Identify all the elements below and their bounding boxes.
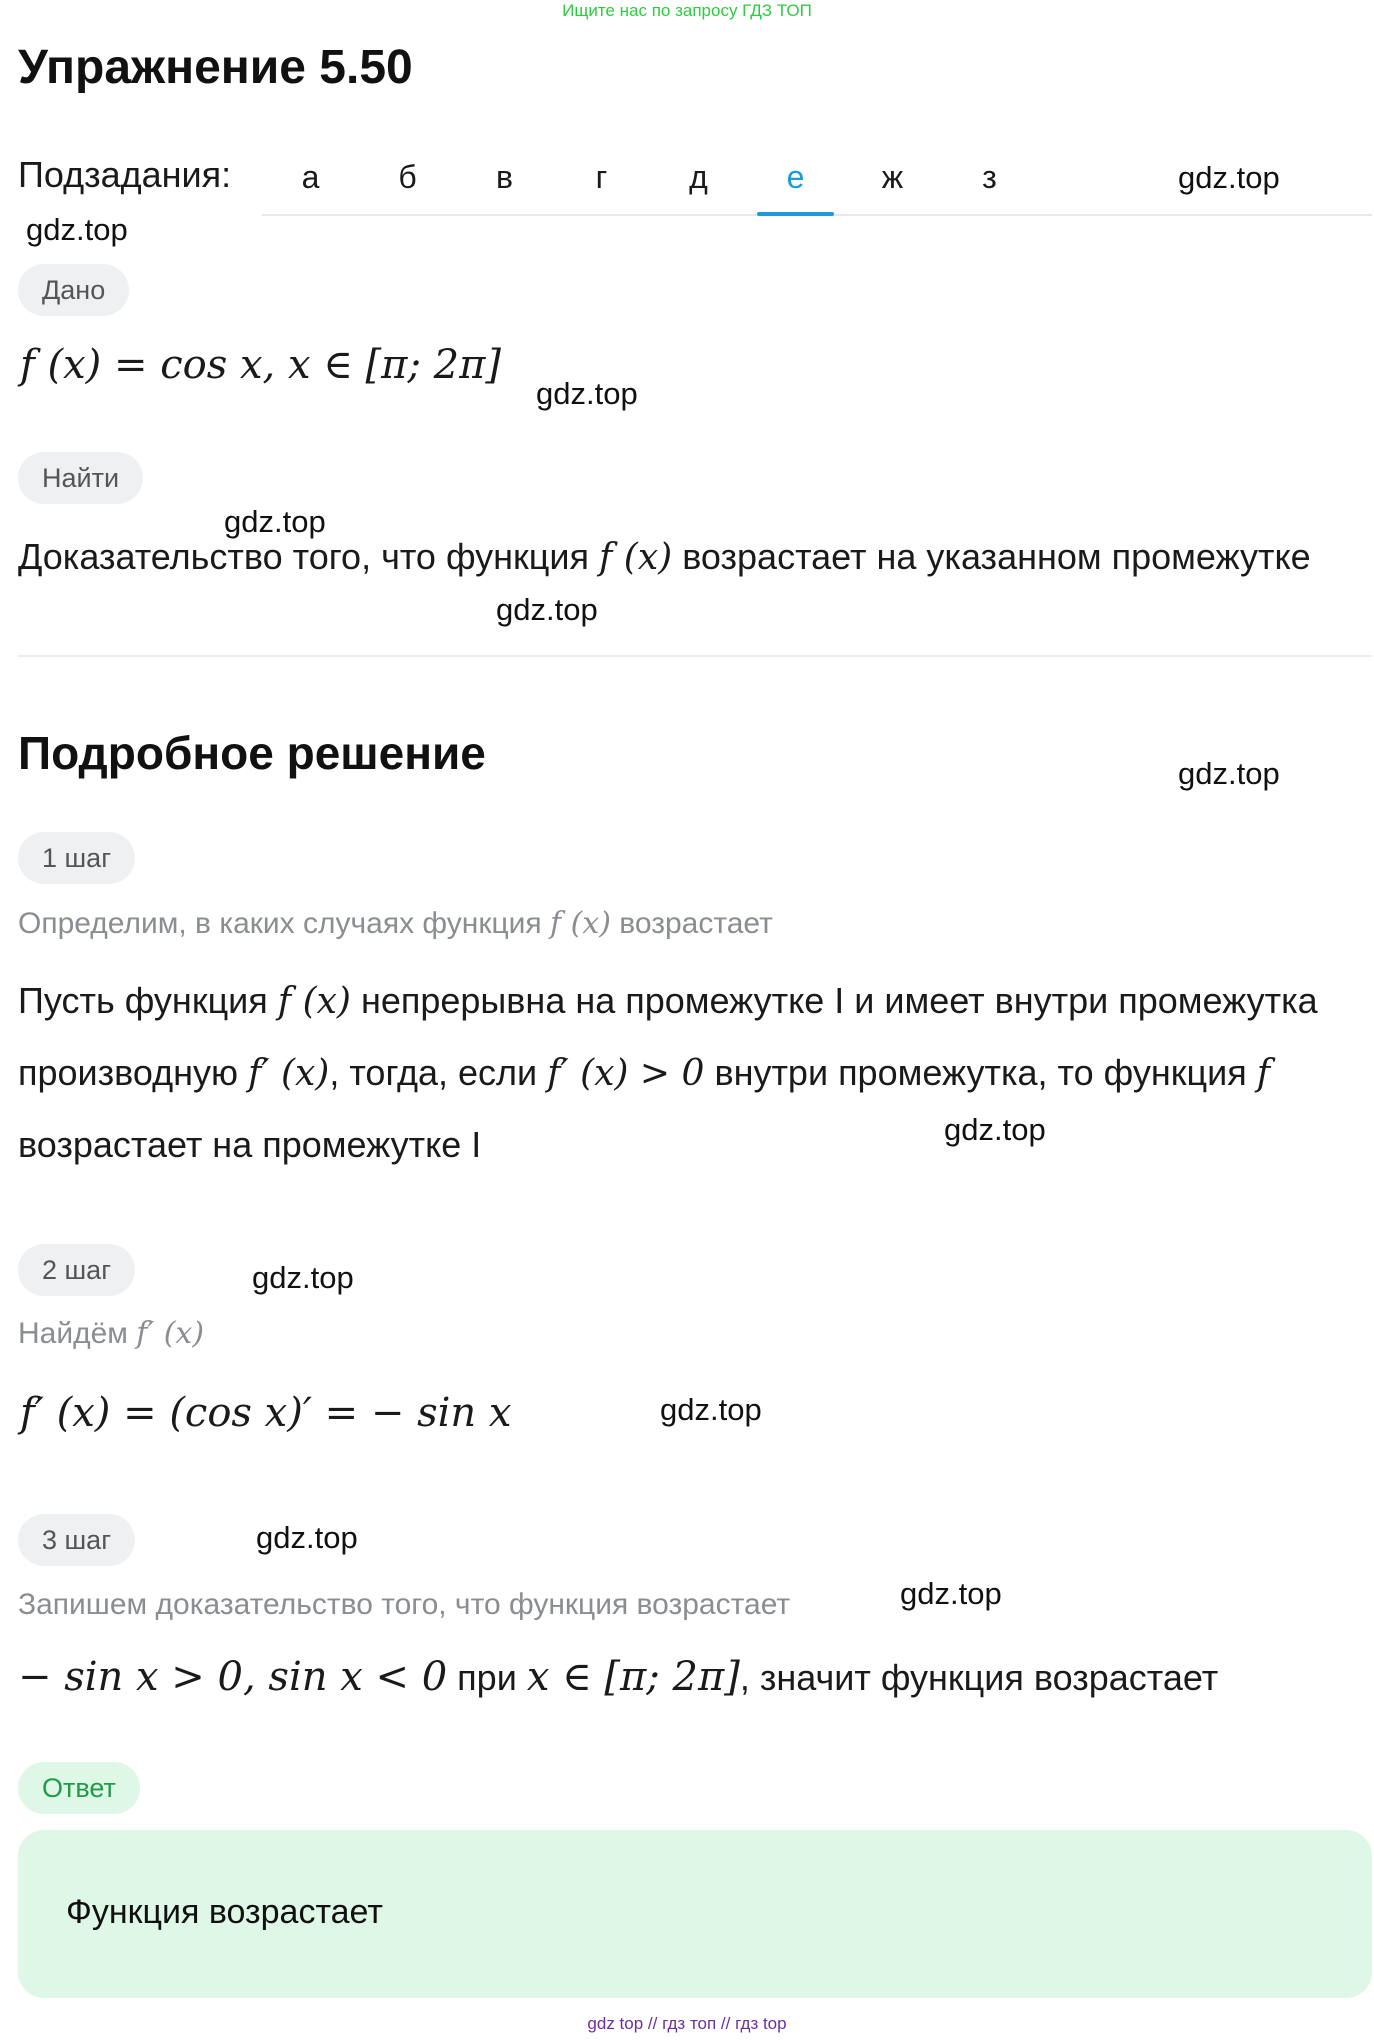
step-2-badge: 2 шаг	[18, 1244, 135, 1296]
step-1-caption	[18, 906, 773, 941]
step-1-badge: 1 шаг	[18, 832, 135, 884]
find-badge: Найти	[18, 452, 143, 504]
tab-z[interactable]: з	[982, 158, 997, 195]
find-text	[18, 536, 1311, 578]
find-math: f (x)	[599, 537, 673, 578]
step-1-l2-a: производную	[18, 1052, 248, 1093]
step-2-caption-math: f′ (x)	[136, 1316, 205, 1351]
step-3-math-2: x ∈ [π; 2π]	[526, 1654, 740, 1700]
subtasks-label: Подзадания:	[18, 154, 232, 195]
tab-a[interactable]: а	[301, 158, 320, 195]
page-title: Упражнение 5.50	[18, 41, 413, 94]
watermark: gdz.top	[660, 1392, 762, 1427]
step-3-a: при	[447, 1657, 527, 1698]
watermark: gdz.top	[26, 212, 128, 247]
watermark: gdz.top	[1178, 756, 1280, 791]
step-2-caption-before: Найдём	[18, 1317, 137, 1350]
step-1-l2-b: , тогда, если	[329, 1052, 548, 1093]
tab-d[interactable]: д	[689, 158, 708, 195]
step-1-l1-b: непрерывна на промежутке I и имеет внутри промежутка	[350, 980, 1318, 1021]
step-1-line-3: возрастает на промежутке I	[18, 1124, 482, 1165]
step-3-math-1: − sin x > 0, sin x < 0	[18, 1654, 448, 1700]
step-2-caption	[18, 1316, 204, 1351]
step-1-l2-math-1: f′ (x)	[248, 1053, 330, 1094]
step-1-l2-math-3: f	[1256, 1053, 1271, 1094]
step-1-l1-math: f (x)	[277, 981, 351, 1022]
solution-title: Подробное решение	[18, 727, 486, 779]
step-3-caption: Запишем доказательство того, что функция возрастает	[18, 1588, 791, 1621]
given-badge: Дано	[18, 264, 129, 316]
tab-b[interactable]: б	[398, 158, 417, 195]
step-1-l2-math-2: f′ (x) > 0	[547, 1053, 705, 1094]
step-2-formula: f′ (x) = (cos x)′ = − sin x	[20, 1390, 512, 1436]
watermark: gdz.top	[252, 1260, 354, 1295]
footer-links[interactable]: gdz top // гдз топ // гдз top	[587, 2014, 787, 2033]
watermark: gdz.top	[496, 592, 598, 627]
step-1-l2-c: внутри промежутка, то функция	[704, 1052, 1257, 1093]
step-1-line-1	[18, 980, 1318, 1022]
find-text-after: возрастает на указанном промежутке	[672, 536, 1311, 577]
search-banner: Ищите нас по запросу ГДЗ ТОП	[562, 1, 812, 20]
step-1-caption-before: Определим, в каких случаях функция	[18, 907, 550, 940]
watermark: gdz.top	[536, 376, 638, 411]
step-1-l1-a: Пусть функция	[18, 980, 278, 1021]
tab-g[interactable]: г	[595, 158, 608, 195]
step-3-badge: 3 шаг	[18, 1514, 135, 1566]
answer-badge: Ответ	[18, 1762, 140, 1814]
watermark: gdz.top	[900, 1576, 1002, 1611]
tab-e[interactable]: е	[747, 140, 844, 214]
watermark: gdz.top	[256, 1520, 358, 1555]
given-formula: f (x) = cos x, x ∈ [π; 2π]	[20, 342, 501, 388]
watermark: gdz.top	[1178, 160, 1280, 195]
step-1-caption-math: f (x)	[549, 906, 611, 941]
step-3-b: , значит функция возрастает	[739, 1657, 1219, 1698]
tab-zh[interactable]: ж	[881, 158, 904, 195]
find-text-before: Доказательство того, что функция	[18, 536, 600, 577]
step-1-caption-after: возрастает	[610, 907, 773, 940]
answer-text: Функция возрастает	[66, 1893, 383, 1931]
tab-v[interactable]: в	[496, 158, 513, 195]
watermark: gdz.top	[224, 504, 326, 539]
section-divider	[18, 655, 1372, 657]
watermark: gdz.top	[944, 1112, 1046, 1147]
step-1-line-2	[18, 1052, 1270, 1094]
step-3-line	[18, 1654, 1218, 1700]
